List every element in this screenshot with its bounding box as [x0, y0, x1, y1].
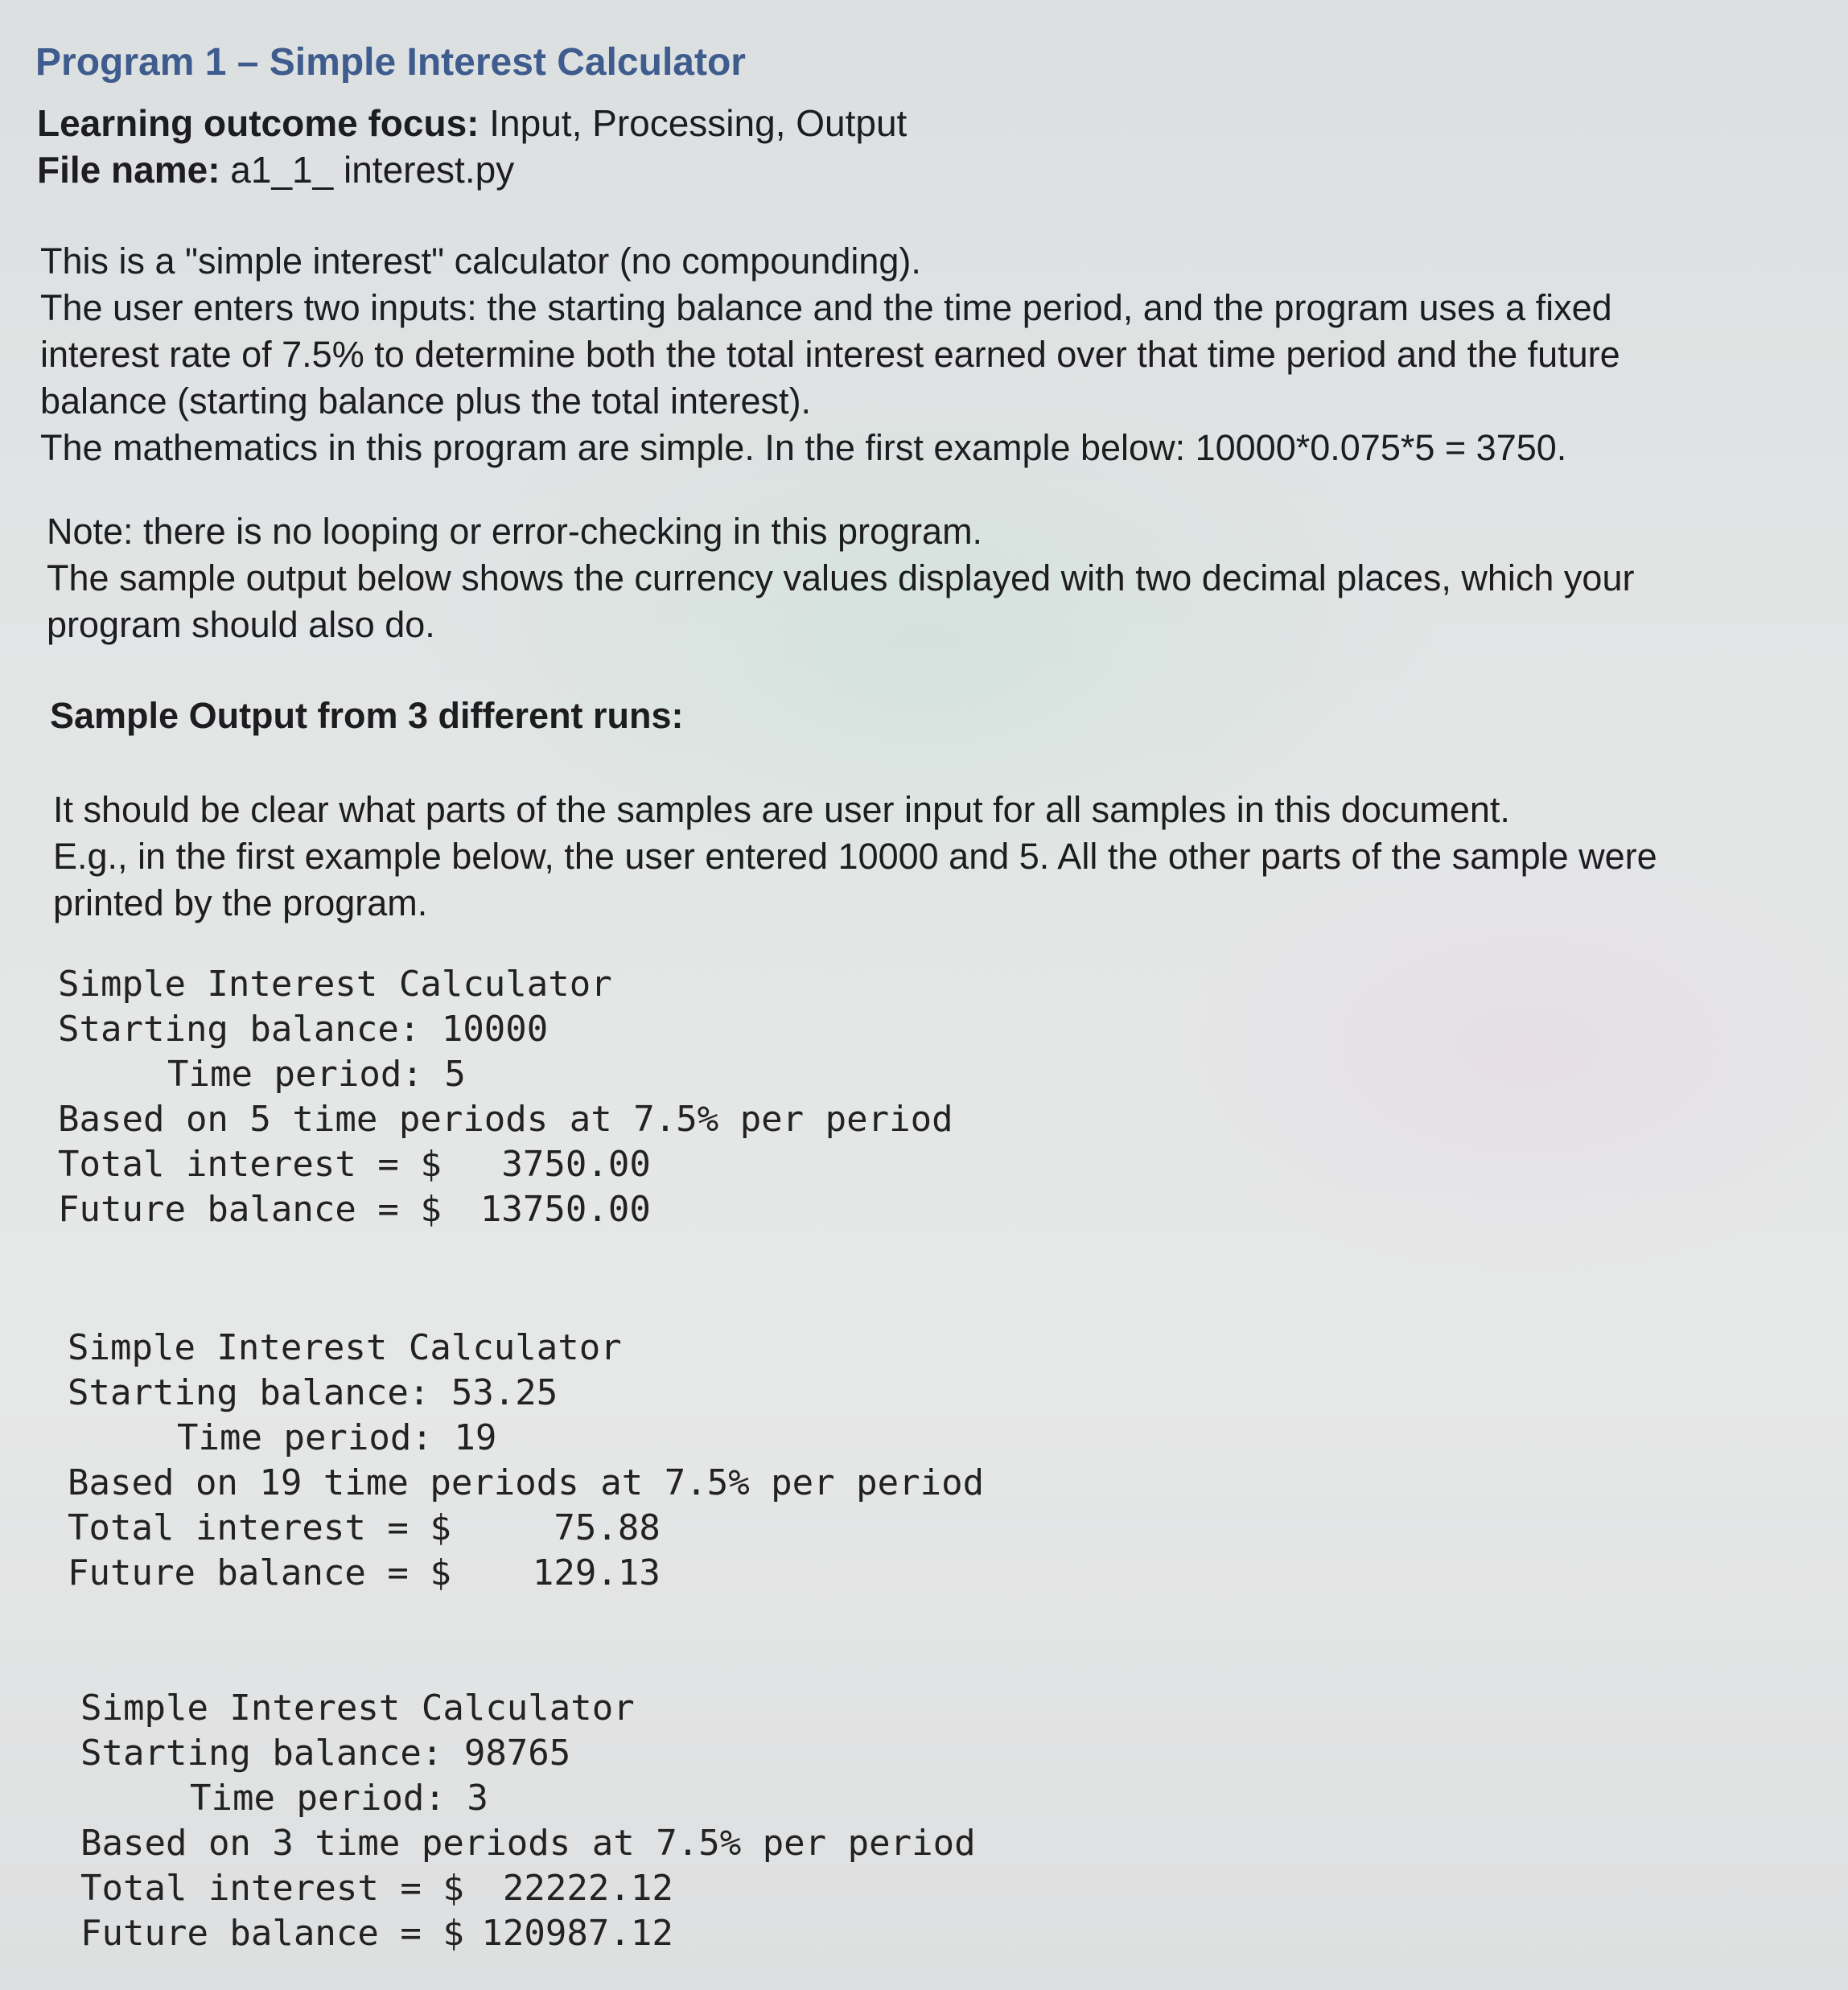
future-balance-value: 13750.00	[479, 1189, 651, 1230]
note-line: program should also do.	[47, 604, 435, 645]
future-balance-value: 129.13	[532, 1552, 661, 1593]
note-line: Note: there is no looping or error-checking in this program.	[47, 511, 983, 552]
sample-based-on: Based on 19 time periods at 7.5% per period	[68, 1462, 985, 1503]
total-interest-value: 75.88	[554, 1507, 661, 1548]
note-paragraph	[47, 508, 1817, 648]
sample-total-interest	[80, 1866, 976, 1911]
sample-run-2	[68, 1326, 984, 1596]
sample-run-3	[80, 1686, 976, 1956]
total-interest-value: 22222.12	[502, 1868, 673, 1909]
clarify-paragraph	[53, 787, 1823, 927]
intro-line: The user enters two inputs: the starting balance and the time period, and the program uses a fixed	[40, 287, 1612, 328]
file-name-value: a1_1_ interest.py	[230, 149, 515, 191]
sample-future-balance	[58, 1187, 953, 1232]
sample-header: Simple Interest Calculator	[58, 964, 612, 1005]
clarify-line: printed by the program.	[53, 882, 428, 923]
intro-line: interest rate of 7.5% to determine both the total interest earned over that time period and the future	[40, 334, 1620, 375]
sample-starting-balance: Starting balance: 53.25	[68, 1372, 558, 1413]
total-interest-label: Total interest = $	[68, 1507, 451, 1548]
sample-run-1	[58, 962, 953, 1232]
total-interest-value: 3750.00	[501, 1144, 651, 1185]
sample-time-period: Time period: 3	[190, 1778, 488, 1819]
intro-paragraph	[40, 238, 1810, 471]
sample-header: Simple Interest Calculator	[80, 1688, 635, 1729]
future-balance-value: 120987.12	[481, 1913, 673, 1954]
sample-starting-balance: Starting balance: 10000	[58, 1009, 549, 1050]
future-balance-label: Future balance = $	[58, 1189, 442, 1230]
sample-based-on: Based on 5 time periods at 7.5% per period	[58, 1099, 953, 1140]
program-title: Program 1 – Simple Interest Calculator	[35, 41, 746, 84]
sample-output-heading: Sample Output from 3 different runs:	[50, 695, 684, 736]
sample-time-period: Time period: 5	[167, 1054, 466, 1095]
learning-outcome-label: Learning outcome focus:	[37, 102, 479, 144]
sample-based-on: Based on 3 time periods at 7.5% per period	[80, 1823, 976, 1864]
sample-time-period: Time period: 19	[177, 1417, 497, 1458]
sample-total-interest	[68, 1506, 984, 1551]
sample-future-balance	[68, 1551, 984, 1596]
total-interest-label: Total interest = $	[80, 1868, 464, 1909]
learning-outcome-value: Input, Processing, Output	[489, 102, 908, 144]
learning-outcome-line	[37, 101, 907, 145]
intro-line: This is a "simple interest" calculator (no compounding).	[40, 241, 921, 282]
file-name-label: File name:	[37, 149, 220, 191]
sample-header: Simple Interest Calculator	[68, 1327, 622, 1368]
clarify-line: It should be clear what parts of the samples are user input for all samples in this document.	[53, 789, 1510, 830]
note-line: The sample output below shows the currency values displayed with two decimal places, which your	[47, 557, 1635, 598]
sample-starting-balance: Starting balance: 98765	[80, 1733, 571, 1774]
future-balance-label: Future balance = $	[68, 1552, 451, 1593]
intro-line: The mathematics in this program are simple. In the first example below: 10000*0.075*5 = 3750.	[40, 427, 1567, 468]
sample-future-balance	[80, 1911, 976, 1956]
intro-line: balance (starting balance plus the total interest).	[40, 380, 812, 421]
file-name-line	[37, 148, 514, 191]
sample-total-interest	[58, 1142, 953, 1187]
future-balance-label: Future balance = $	[80, 1913, 464, 1954]
total-interest-label: Total interest = $	[58, 1144, 442, 1185]
clarify-line: E.g., in the first example below, the user entered 10000 and 5. All the other parts of the sample were	[53, 836, 1657, 877]
